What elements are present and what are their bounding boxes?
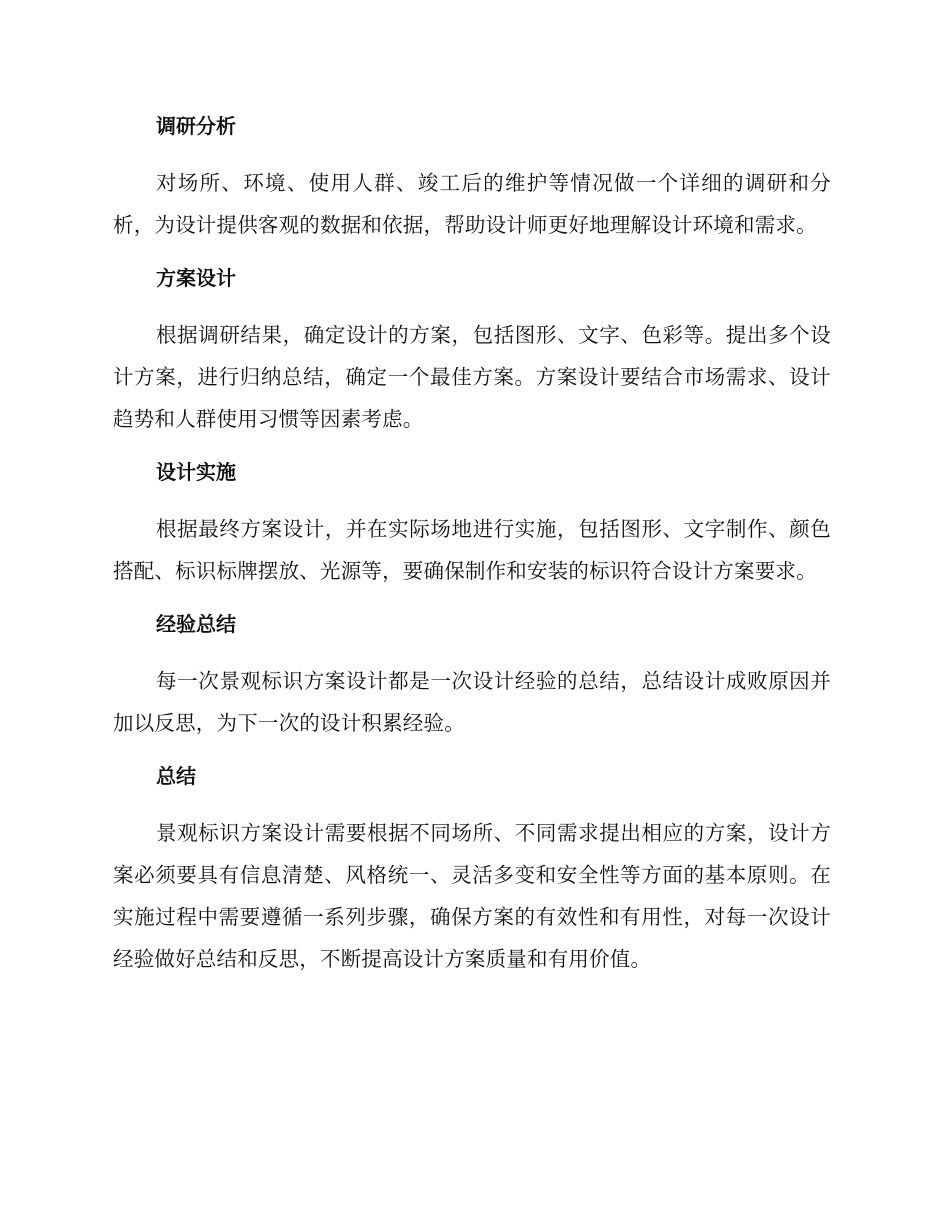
section-paragraph: 对场所、环境、使用人群、竣工后的维护等情况做一个详细的调研和分析，为设计提供客观的数据和依据，帮助设计师更好地理解设计环境和需求。	[113, 171, 831, 237]
document-body	[113, 104, 831, 980]
section-scheme-design	[113, 256, 831, 440]
section-paragraph: 每一次景观标识方案设计都是一次设计经验的总结，总结设计成败原因并加以反思，为下一次的设计积累经验。	[113, 669, 831, 735]
section-conclusion	[113, 754, 831, 980]
section-experience-summary	[113, 602, 831, 744]
section-heading: 调研分析	[156, 114, 236, 138]
section-heading: 总结	[156, 764, 196, 788]
section-heading: 方案设计	[156, 266, 236, 290]
section-design-implementation	[113, 450, 831, 592]
section-heading: 经验总结	[156, 612, 236, 636]
section-research-analysis	[113, 104, 831, 246]
section-paragraph: 景观标识方案设计需要根据不同场所、不同需求提出相应的方案，设计方案必须要具有信息清楚、风格统一、灵活多变和安全性等方面的基本原则。在实施过程中需要遵循一系列步骤，确保方案的有效性和有用性，对每一次设计经验做好总结和反思，不断提高设计方案质量和有用价值。	[113, 821, 831, 971]
section-paragraph: 根据最终方案设计，并在实际场地进行实施，包括图形、文字制作、颜色搭配、标识标牌摆放、光源等，要确保制作和安装的标识符合设计方案要求。	[113, 517, 831, 583]
section-paragraph: 根据调研结果，确定设计的方案，包括图形、文字、色彩等。提出多个设计方案，进行归纳总结，确定一个最佳方案。方案设计要结合市场需求、设计趋势和人群使用习惯等因素考虑。	[113, 323, 831, 431]
section-heading: 设计实施	[156, 460, 236, 484]
